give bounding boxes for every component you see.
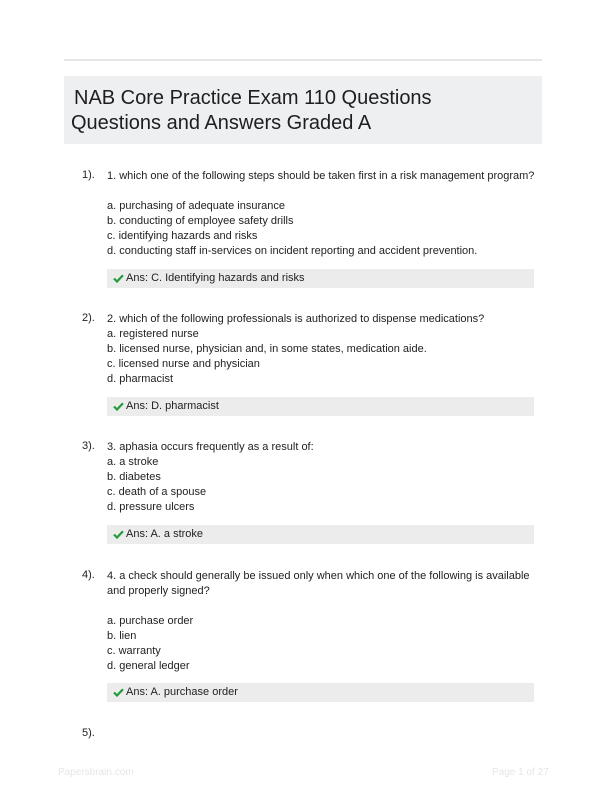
document-title-line-1: NAB Core Practice Exam 110 Questions (74, 87, 432, 109)
checkmark-icon (113, 274, 124, 283)
answer-text: Ans: A. a stroke (126, 528, 204, 540)
answer-option: a. a stroke (107, 456, 159, 468)
checkmark-icon (113, 530, 124, 539)
question-text: 2. which of the following professionals is authorized to dispense medications? (107, 313, 485, 325)
answer-text: Ans: D. pharmacist (126, 400, 219, 412)
answer-option: d. conducting staff in-services on incident reporting and accident prevention. (107, 245, 478, 257)
answer-option: b. diabetes (107, 471, 161, 483)
answer-option: d. pharmacist (107, 373, 174, 385)
answer-option: c. licensed nurse and physician (107, 358, 260, 370)
answer-option: c. death of a spouse (107, 486, 207, 498)
answer-text: Ans: A. purchase order (126, 686, 238, 698)
question-text-continued: and properly signed? (107, 585, 210, 597)
answer-option: b. lien (107, 630, 137, 642)
question-number: 2). (82, 312, 95, 324)
answer-option: c. identifying hazards and risks (107, 230, 258, 242)
answer-option: d. pressure ulcers (107, 501, 195, 513)
document-title-line-2: Questions and Answers Graded A (71, 112, 372, 134)
question-number: 4). (82, 569, 95, 581)
checkmark-icon (113, 402, 124, 411)
answer-box (107, 269, 534, 288)
answer-option: c. warranty (107, 645, 161, 657)
answer-text: Ans: C. Identifying hazards and risks (126, 272, 305, 284)
answer-box (107, 683, 534, 702)
footer-page-number: Page 1 of 27 (492, 767, 549, 778)
answer-box (107, 525, 534, 544)
answer-option: b. conducting of employee safety drills (107, 215, 294, 227)
answer-option: a. purchasing of adequate insurance (107, 200, 285, 212)
answer-option: a. registered nurse (107, 328, 199, 340)
question-number: 1). (82, 169, 95, 181)
checkmark-icon (113, 688, 124, 697)
footer-site-watermark: Papersbrain.com (58, 767, 134, 778)
question-text: 1. which one of the following steps should be taken first in a risk management program? (107, 170, 535, 182)
question-number: 5). (82, 727, 95, 739)
answer-option: b. licensed nurse, physician and, in some states, medication aide. (107, 343, 427, 355)
question-text: 3. aphasia occurs frequently as a result of: (107, 441, 314, 453)
document-title-box (64, 76, 542, 144)
top-divider (64, 59, 542, 61)
answer-option: a. purchase order (107, 615, 194, 627)
question-number: 3). (82, 440, 95, 452)
answer-option: d. general ledger (107, 660, 190, 672)
question-text: 4. a check should generally be issued only when which one of the following is available (107, 570, 530, 582)
answer-box (107, 397, 534, 416)
